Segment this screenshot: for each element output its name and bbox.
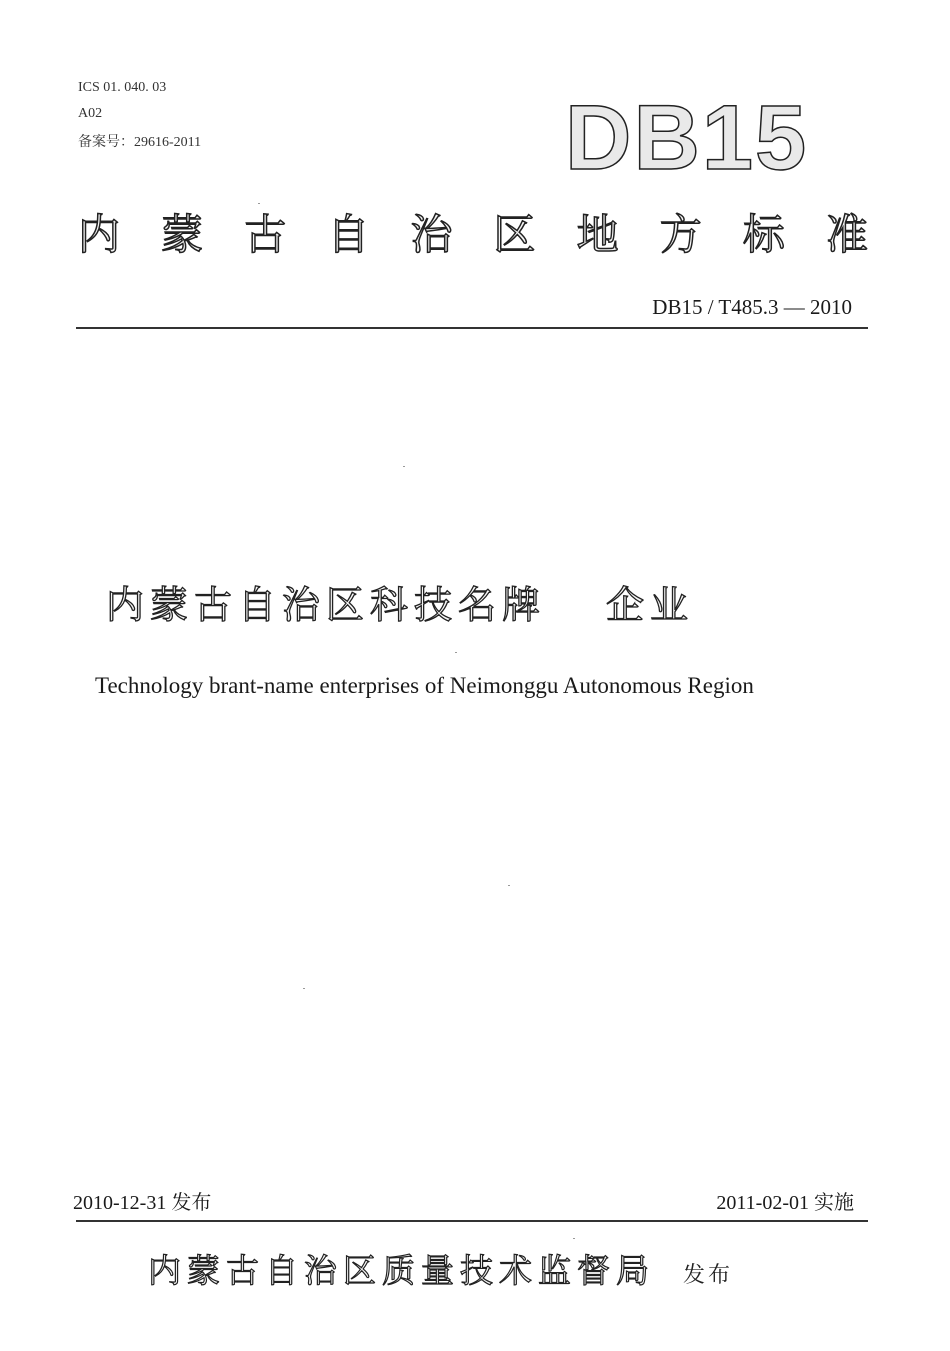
ics-code: ICS 01. 040. 03 [78,80,167,95]
standard-category-char: 治 [410,210,453,259]
title-gap [546,585,606,627]
chinese-title-suffix: 企业 [606,583,695,627]
top-divider [76,327,868,329]
standard-category-char: 地 [576,210,619,259]
standard-category-char: 区 [493,210,536,259]
standard-category-char: 古 [244,210,287,259]
chinese-title [106,585,776,627]
db15-logo: DB15 [565,87,809,189]
scan-speck [303,988,305,989]
effective-date: 2011-02-01 实施 [716,1192,854,1214]
chinese-title-main: 内蒙古自治区科技名牌 [106,583,547,627]
standard-category-char: 标 [742,210,785,259]
publisher-action: 发布 [683,1263,734,1288]
publisher-name: 内蒙古自治区质量技术监督局 [148,1251,655,1290]
scan-speck [573,1238,575,1239]
scan-speck [508,885,510,886]
standard-category-char: 内 [78,210,121,259]
record-number: 备案号：29616-2011 [78,135,202,150]
standard-category-char: 自 [327,210,370,259]
release-date: 2010-12-31 发布 [73,1192,212,1214]
scan-speck [258,203,260,204]
scan-speck [455,652,457,653]
standard-category-char: 方 [659,210,702,259]
standard-category-char: 蒙 [161,210,204,259]
publisher-line [148,1245,733,1292]
english-title: Technology brant-name enterprises of Neimonggu Autonomous Region [95,673,754,698]
class-code: A02 [78,106,103,121]
standard-category-char: 准 [825,210,868,259]
scan-speck [403,466,405,467]
bottom-divider [76,1220,868,1222]
standard-category [78,212,868,258]
standard-number: DB15 / T485.3 — 2010 [652,295,852,319]
